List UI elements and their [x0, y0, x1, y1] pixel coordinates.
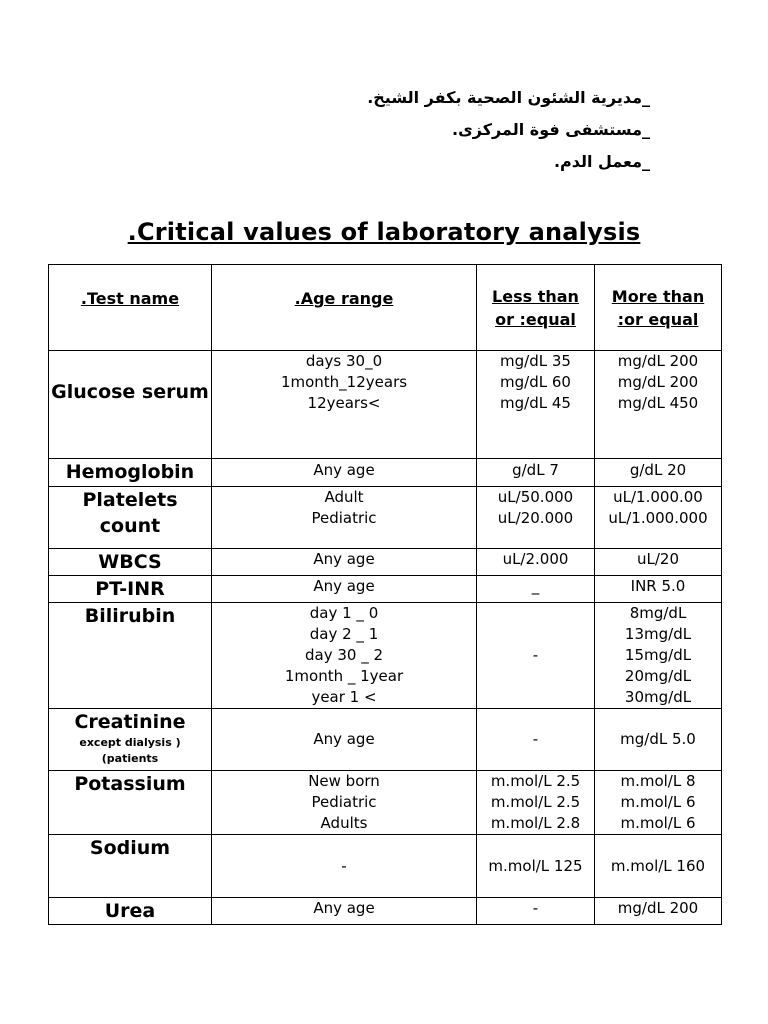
age-value: Pediatric [311, 509, 377, 527]
less-than-value: m.mol/L 2.5 [490, 793, 581, 811]
less-than-cell [477, 898, 595, 925]
age-value: - [341, 856, 347, 875]
less-than-value: - [532, 730, 539, 748]
age-value: year 1 < [311, 688, 377, 706]
more-than-cell [595, 603, 722, 709]
column-header-less-than-text: Less than or :equal [492, 286, 579, 329]
more-than-value: 8mg/dL [629, 604, 687, 622]
test-name-cell [49, 709, 212, 771]
column-header-test-name: .Test name [49, 265, 212, 351]
table-row [49, 898, 722, 925]
test-name-cell: WBCS [49, 549, 212, 576]
less-than-value: mg/dL 45 [500, 394, 571, 412]
age-value: days 30_0 [305, 352, 383, 370]
more-than-value: g/dL 20 [629, 461, 687, 479]
age-range-cell [212, 459, 477, 487]
age-value: Any age [313, 461, 375, 479]
table-row [49, 549, 722, 576]
age-range-cell [212, 351, 477, 459]
more-than-value: 30mg/dL [624, 688, 692, 706]
more-than-cell [595, 549, 722, 576]
age-value: Adults [320, 814, 368, 832]
test-name-cell: Glucose serum [49, 351, 212, 459]
column-header-more-than [595, 265, 722, 351]
table-row [49, 576, 722, 603]
less-than-value: m.mol/L 2.5 [490, 772, 581, 790]
age-range-cell [212, 603, 477, 709]
table-row [49, 771, 722, 835]
age-value: 1month_12years [280, 373, 408, 391]
age-value: 1month _ 1year [284, 667, 404, 685]
table-row [49, 603, 722, 709]
less-than-value: uL/2.000 [502, 550, 569, 568]
age-range-cell [212, 898, 477, 925]
test-name-cell: Potassium [49, 771, 212, 835]
more-than-value: m.mol/L 160 [610, 856, 706, 875]
less-than-value: mg/dL 35 [500, 352, 571, 370]
more-than-cell [595, 487, 722, 549]
more-than-value: mg/dL 200 [617, 373, 699, 391]
more-than-cell [595, 351, 722, 459]
table-row [49, 459, 722, 487]
table-row [49, 351, 722, 459]
less-than-cell [477, 487, 595, 549]
test-name-cell: Platelets count [49, 487, 212, 549]
age-value: day 1 _ 0 [309, 604, 379, 622]
table-header-row [49, 265, 722, 351]
more-than-value: INR 5.0 [630, 577, 686, 595]
age-range-cell [212, 576, 477, 603]
column-header-less-than [477, 265, 595, 351]
table-row [49, 487, 722, 549]
less-than-cell [477, 459, 595, 487]
more-than-value: mg/dL 200 [617, 899, 699, 917]
table-row [49, 835, 722, 898]
more-than-cell [595, 459, 722, 487]
more-than-value: 15mg/dL [624, 646, 692, 664]
more-than-value: 20mg/dL [624, 667, 692, 685]
test-note: except dialysis ) [79, 736, 181, 749]
more-than-value: m.mol/L 8 [620, 772, 696, 790]
header-line-lab: _معمل الدم. [553, 152, 650, 171]
age-value: New born [308, 772, 380, 790]
less-than-cell [477, 835, 595, 898]
less-than-value: _ [531, 577, 540, 595]
less-than-cell [477, 549, 595, 576]
age-value: day 2 _ 1 [309, 625, 379, 643]
critical-values-table [48, 264, 722, 925]
age-value: Any age [313, 577, 375, 595]
test-note: (patients [101, 752, 159, 765]
less-than-value: uL/50.000 [497, 488, 574, 506]
age-value: Any age [313, 899, 375, 917]
test-name-cell: Bilirubin [49, 603, 212, 709]
less-than-cell [477, 351, 595, 459]
age-value: Pediatric [311, 793, 377, 811]
page-title: .Critical values of laboratory analysis [127, 218, 641, 246]
more-than-cell [595, 835, 722, 898]
less-than-cell [477, 576, 595, 603]
more-than-value: mg/dL 200 [617, 352, 699, 370]
less-than-value: - [532, 899, 539, 917]
more-than-value: uL/1.000.000 [608, 509, 708, 527]
less-than-value: g/dL 7 [512, 461, 559, 479]
more-than-value: uL/20 [636, 550, 679, 568]
column-header-more-than-text: More than :or equal [611, 286, 705, 329]
test-name-cell: PT-INR [49, 576, 212, 603]
more-than-cell [595, 898, 722, 925]
less-than-value: uL/20.000 [497, 509, 574, 527]
header-line-hospital: _مستشفى فوة المركزى. [452, 120, 650, 139]
age-range-cell [212, 771, 477, 835]
age-value: 12years< [307, 394, 381, 412]
table-row [49, 709, 722, 771]
age-value: Any age [313, 550, 375, 568]
test-name-cell: Hemoglobin [49, 459, 212, 487]
more-than-cell [595, 576, 722, 603]
age-range-cell [212, 709, 477, 771]
age-value: Any age [313, 730, 375, 748]
age-range-cell [212, 487, 477, 549]
less-than-value: m.mol/L 2.8 [490, 814, 581, 832]
less-than-value: mg/dL 60 [500, 373, 571, 391]
more-than-value: 13mg/dL [624, 625, 692, 643]
more-than-value: m.mol/L 6 [620, 793, 696, 811]
header-line-directorate: _مديرية الشئون الصحية بكفر الشيخ. [367, 88, 650, 107]
age-value: day 30 _ 2 [304, 646, 384, 664]
more-than-value: mg/dL 5.0 [620, 730, 696, 748]
more-than-cell [595, 709, 722, 771]
less-than-value: - [532, 646, 539, 664]
less-than-cell [477, 771, 595, 835]
less-than-cell [477, 603, 595, 709]
age-range-cell [212, 835, 477, 898]
test-name: Creatinine [74, 711, 186, 733]
more-than-value: uL/1.000.00 [613, 488, 703, 506]
more-than-cell [595, 771, 722, 835]
column-header-age-range: .Age range [212, 265, 477, 351]
less-than-value: m.mol/L 125 [488, 856, 583, 875]
more-than-value: mg/dL 450 [617, 394, 699, 412]
test-name-cell: Sodium [49, 835, 212, 898]
less-than-cell [477, 709, 595, 771]
test-name-cell: Urea [49, 898, 212, 925]
age-range-cell [212, 549, 477, 576]
age-value: Adult [324, 488, 364, 506]
more-than-value: m.mol/L 6 [620, 814, 696, 832]
